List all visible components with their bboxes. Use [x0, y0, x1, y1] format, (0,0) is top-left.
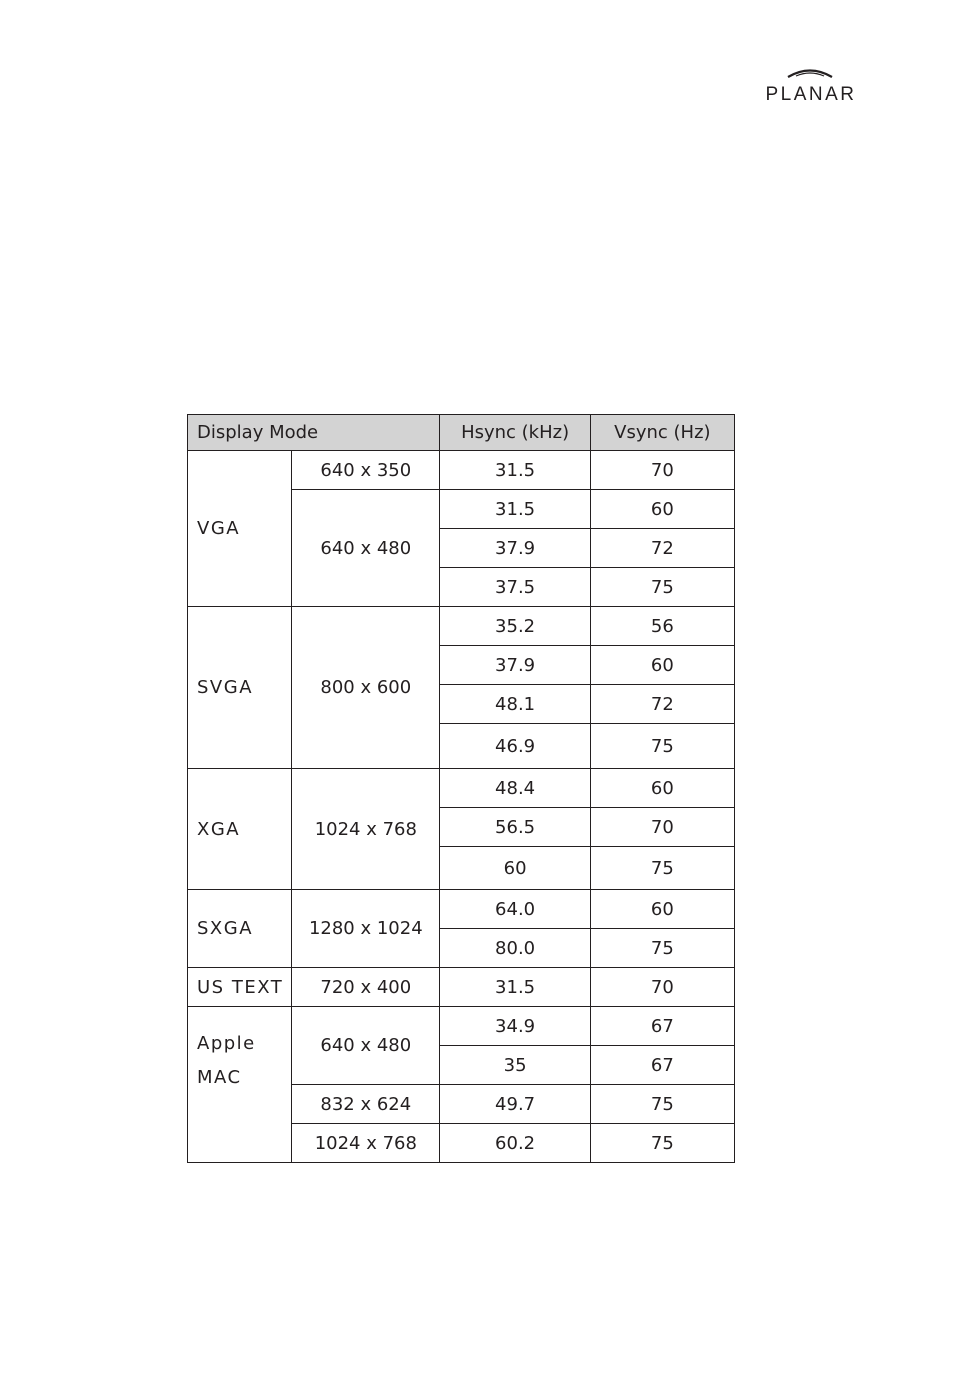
header-vsync: Vsync (Hz) — [590, 415, 734, 451]
table-row — [188, 451, 735, 490]
table-row — [188, 607, 735, 646]
vsync-cell: 75 — [590, 568, 734, 607]
hsync-cell: 80.0 — [440, 929, 590, 968]
vsync-cell: 75 — [590, 847, 734, 890]
vsync-cell: 56 — [590, 607, 734, 646]
vsync-cell: 70 — [590, 808, 734, 847]
hsync-cell: 35 — [440, 1046, 590, 1085]
vsync-cell: 75 — [590, 929, 734, 968]
resolution-cell: 1024 x 768 — [292, 769, 440, 890]
hsync-cell: 34.9 — [440, 1007, 590, 1046]
display-mode-table — [187, 414, 735, 1163]
mode-cell-apple-mac — [188, 1007, 292, 1163]
hsync-cell: 31.5 — [440, 968, 590, 1007]
mode-cell: XGA — [188, 769, 292, 890]
hsync-cell: 56.5 — [440, 808, 590, 847]
hsync-cell: 37.5 — [440, 568, 590, 607]
vsync-cell: 75 — [590, 1085, 734, 1124]
vsync-cell: 60 — [590, 490, 734, 529]
table-row — [188, 968, 735, 1007]
mode-cell: SXGA — [188, 890, 292, 968]
vsync-cell: 67 — [590, 1046, 734, 1085]
logo-arc-icon — [786, 66, 834, 80]
vsync-cell: 60 — [590, 890, 734, 929]
mode-line: Apple — [197, 1033, 256, 1054]
resolution-cell: 1024 x 768 — [292, 1124, 440, 1163]
planar-logo — [752, 66, 870, 108]
logo-text: PLANAR — [765, 84, 857, 105]
mode-line: MAC — [197, 1067, 242, 1088]
hsync-cell: 35.2 — [440, 607, 590, 646]
header-display-mode: Display Mode — [188, 415, 440, 451]
resolution-cell: 640 x 480 — [292, 1007, 440, 1085]
vsync-cell: 72 — [590, 685, 734, 724]
resolution-cell: 640 x 480 — [292, 490, 440, 607]
vsync-cell: 67 — [590, 1007, 734, 1046]
resolution-cell: 1280 x 1024 — [292, 890, 440, 968]
hsync-cell: 48.1 — [440, 685, 590, 724]
vsync-cell: 72 — [590, 529, 734, 568]
mode-cell: US TEXT — [188, 968, 292, 1007]
hsync-cell: 31.5 — [440, 451, 590, 490]
vsync-cell: 75 — [590, 1124, 734, 1163]
resolution-cell: 800 x 600 — [292, 607, 440, 769]
table-row — [188, 1007, 735, 1046]
mode-cell: VGA — [188, 451, 292, 607]
vsync-cell: 60 — [590, 769, 734, 808]
hsync-cell: 49.7 — [440, 1085, 590, 1124]
hsync-cell: 37.9 — [440, 529, 590, 568]
hsync-cell: 60 — [440, 847, 590, 890]
header-hsync: Hsync (kHz) — [440, 415, 590, 451]
table-row — [188, 890, 735, 929]
hsync-cell: 46.9 — [440, 724, 590, 769]
resolution-cell: 640 x 350 — [292, 451, 440, 490]
mode-cell: SVGA — [188, 607, 292, 769]
vsync-cell: 75 — [590, 724, 734, 769]
hsync-cell: 48.4 — [440, 769, 590, 808]
table-header-row — [188, 415, 735, 451]
hsync-cell: 31.5 — [440, 490, 590, 529]
hsync-cell: 60.2 — [440, 1124, 590, 1163]
hsync-cell: 37.9 — [440, 646, 590, 685]
hsync-cell: 64.0 — [440, 890, 590, 929]
vsync-cell: 70 — [590, 451, 734, 490]
vsync-cell: 70 — [590, 968, 734, 1007]
resolution-cell: 720 x 400 — [292, 968, 440, 1007]
vsync-cell: 60 — [590, 646, 734, 685]
table-row — [188, 769, 735, 808]
resolution-cell: 832 x 624 — [292, 1085, 440, 1124]
